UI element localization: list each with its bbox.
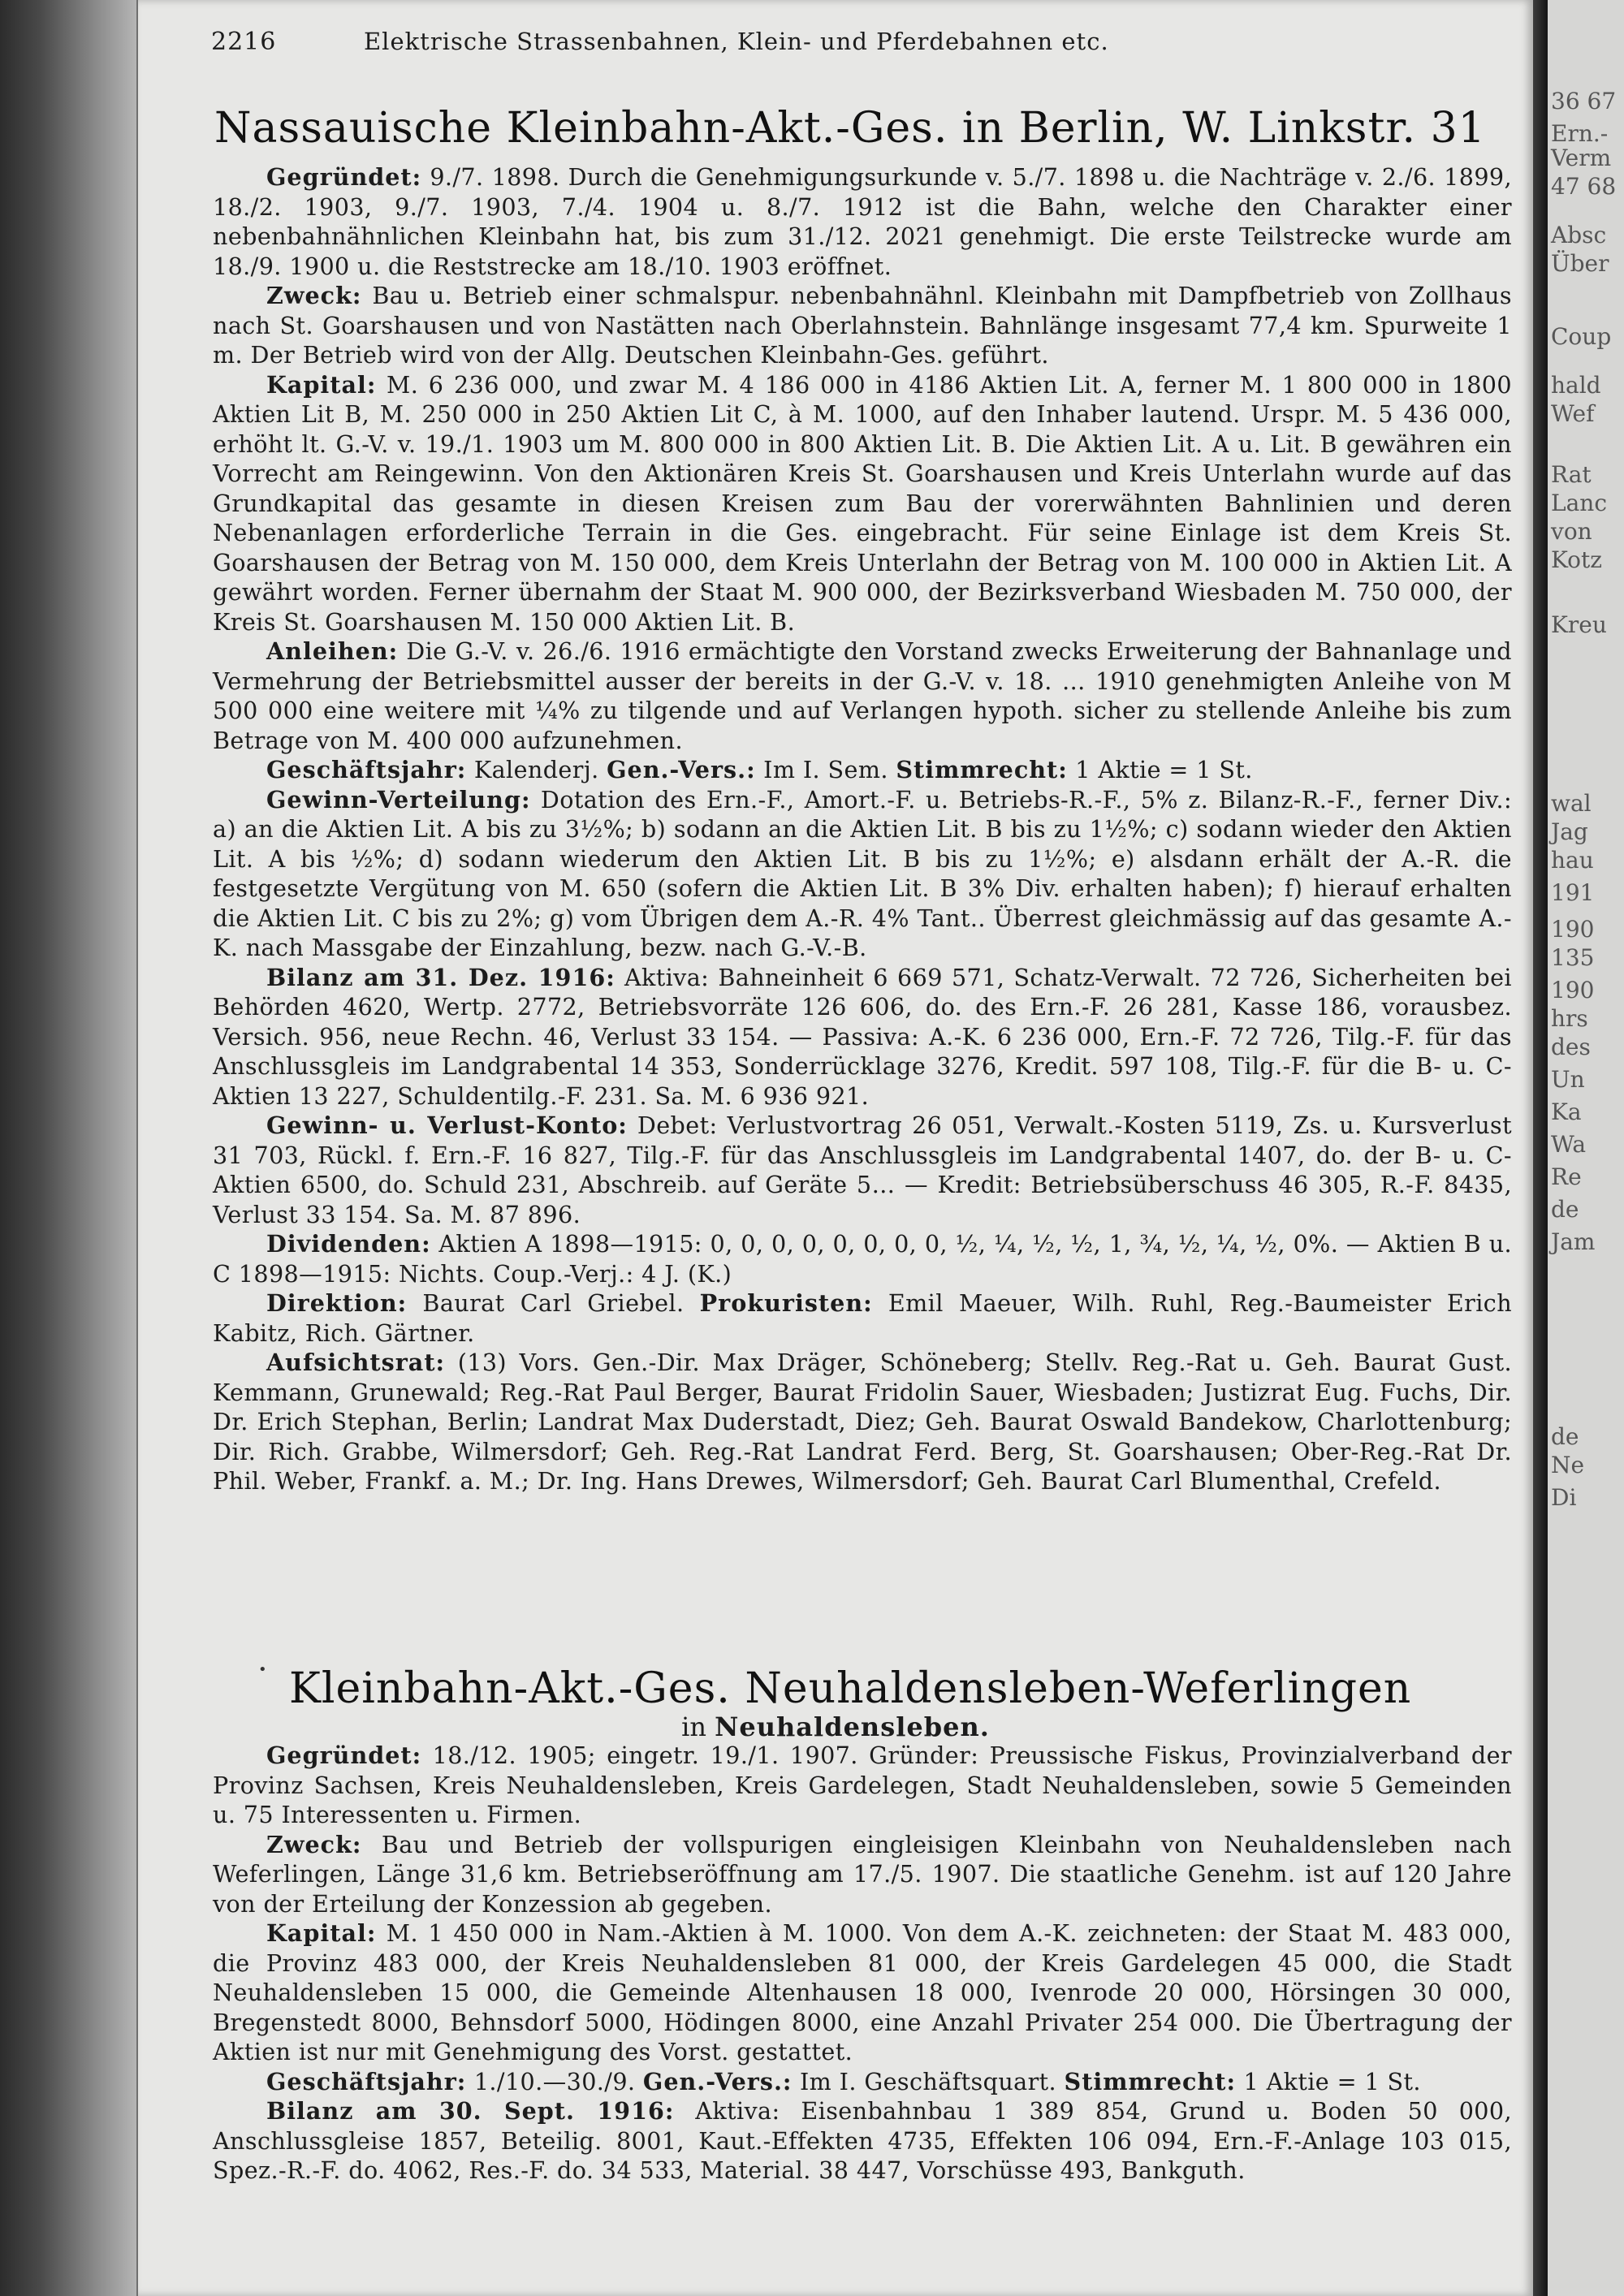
section-label: Stimmrecht: <box>1064 2067 1236 2095</box>
section-geschaeftsjahr <box>213 755 1512 785</box>
company-2-location <box>138 1711 1533 1742</box>
section-text: Aktien A 1898—1915: 0, 0, 0, 0, 0, 0, 0, 0, ½, ¼, ½, ½, 1, ¾, ½, ¼, ½, 0%. — Aktien B u. C 1898—1915: Nichts. Coup.-Verj.: 4 J. (K.) <box>213 1230 1512 1288</box>
next-page-fragment: Di <box>1551 1484 1577 1511</box>
company-2-title: Kleinbahn-Akt.-Ges. Neuhaldensleben-Weferlingen <box>289 1664 1412 1713</box>
section-text: Bau u. Betrieb einer schmalspur. nebenbahnähnl. Kleinbahn mit Dampfbetrieb von Zollhaus nach St. Goarshausen und von Nastätten nach Oberlahnstein. Bahnlänge insgesamt 77,4 km. Spurweite 1 m. Der Betrieb wird von der Allg. Deutschen Kleinbahn-Ges. geführt. <box>213 282 1512 369</box>
section-text: Aktiva: Eisenbahnbau 1 389 854, Grund u. Boden 50 000, Anschlussgleise 1857, Beteilig. 8001, Kaut.-Effekten 4735, Effekten 106 094, Ern.-F.-Anlage 103 015, Spez.-R.-F. do. 4062, Res.-F. do. 34 533, Material. 38 447, Vorschüsse 493, Bankguth. <box>213 2097 1512 2184</box>
section-text: Aktiva: Bahneinheit 6 669 571, Schatz-Verwalt. 72 726, Sicherheiten bei Behörden 4620, Wertp. 2772, Betriebsvorräte 126 606, do. des Ern.-F. 26 281, Kasse 186, vorausbez. Versich. 956, neue Rechn. 46, Verlust 33 154. — Passiva: A.-K. 6 236 000, Ern.-F. 72 726, Tilg.-F. für das Anschlussgleis im Landgrabental 14 353, Sonderrücklage 3276, Kredit. 597 108, Tilg.-F. für die B- u. C-Aktien 13 227, Schuldentilg.-F. 231. Sa. M. 6 936 921. <box>213 963 1512 1110</box>
section-label: Anleihen: <box>266 637 399 665</box>
next-page-fragment: Wa <box>1551 1131 1587 1158</box>
running-header <box>211 28 1527 63</box>
next-page-fragment: Jag <box>1551 818 1588 845</box>
section-text: Im I. Geschäftsquart. <box>799 2067 1057 2095</box>
section-dividenden <box>213 1229 1512 1288</box>
next-page-fragment: Ern.- <box>1551 120 1609 147</box>
section-text: 18./12. 1905; eingetr. 19./1. 1907. Gründer: Preussische Fiskus, Provinzialverband der Provinz Sachsen, Kreis Neuhaldensleben, Kreis Gardelegen, Stadt Neuhaldensleben, sowie 5 Gemeinden u. 75 Interessenten u. Firmen. <box>213 1741 1512 1828</box>
location-name: Neuhaldensleben. <box>715 1711 990 1742</box>
section-text: 9./7. 1898. Durch die Genehmigungsurkunde v. 5./7. 1898 u. die Nachträge v. 2./6. 1899, 18./2. 1903, 9./7. 1903, 7./4. 1904 u. 8./7. 1912 ist die Bahn, welche den Charakter einer nebenbahnähnlichen Kleinbahn hat, bis zum 31./12. 2021 genehmigt. Die erste Teilstrecke wurde am 18./9. 1900 u. die Reststrecke am 18./10. 1903 eröffnet. <box>213 163 1512 280</box>
next-page-fragment: Wef <box>1551 400 1595 427</box>
next-page-fragment: hald <box>1551 372 1601 399</box>
section-label: Kapital: <box>266 370 377 399</box>
next-page-fragment: 36 67 <box>1551 88 1617 114</box>
next-page-fragment: Verm <box>1551 145 1612 171</box>
section-bilanz <box>213 2096 1512 2186</box>
next-page-fragment: 191 <box>1551 879 1595 906</box>
section-zweck <box>213 1830 1512 1919</box>
next-page-fragment: de <box>1551 1196 1579 1223</box>
section-label: Zweck: <box>266 282 362 309</box>
section-kapital <box>213 1918 1512 2067</box>
next-page-fragment: Un <box>1551 1066 1585 1093</box>
next-page-fragment: des <box>1551 1034 1591 1060</box>
company-1-entry <box>213 162 1512 1496</box>
section-text: (13) Vors. Gen.-Dir. Max Dräger, Schöneberg; Stellv. Reg.-Rat u. Geh. Baurat Gust. Kemmann, Grunewald; Reg.-Rat Paul Berger, Baurat Fridolin Sauer, Wiesbaden; Justizrat Eug. Fuchs, Dir. Dr. Erich Stephan, Berlin; Landrat Max Duderstadt, Diez; Geh. Baurat Oswald Bandekow, Charlottenburg; Dir. Rich. Grabbe, Wilmersdorf; Geh. Reg.-Rat Landrat Ferd. Berg, St. Goarshausen; Ober-Reg.-Rat Dr. Phil. Weber, Frankf. a. M.; Dr. Ing. Hans Drewes, Wilmersdorf; Geh. Baurat Carl Blumenthal, Crefeld. <box>213 1349 1512 1495</box>
section-kapital <box>213 370 1512 637</box>
section-gegruendet <box>213 1741 1512 1830</box>
section-label: Gewinn-Verteilung: <box>266 785 531 814</box>
section-text: Emil Maeuer, Wilh. Ruhl, Reg.-Baumeister Erich Kabitz, Rich. Gärtner. <box>213 1289 1513 1347</box>
section-text: Bau und Betrieb der vollspurigen eingleisigen Kleinbahn von Neuhaldensleben nach Weferlingen, Länge 31,6 km. Betriebseröffnung am 17./5. 1907. Die staatliche Genehm. ist auf 120 Jahre von der Erteilung der Konzession ab gegeben. <box>213 1830 1512 1918</box>
section-label: Zweck: <box>266 1830 362 1858</box>
section-label: Gen.-Vers.: <box>642 2067 793 2095</box>
section-label: Direktion: <box>266 1289 408 1317</box>
section-gegruendet <box>213 162 1512 281</box>
next-page-fragment: Rat <box>1551 461 1592 488</box>
section-aufsichtsrat <box>213 1348 1512 1496</box>
scanned-page <box>138 0 1533 2296</box>
running-title: Elektrische Strassenbahnen, Klein- und Pferdebahnen etc. <box>364 28 1109 55</box>
next-page-fragment: Über <box>1551 250 1609 277</box>
section-text: M. 6 236 000, und zwar M. 4 186 000 in 4186 Aktien Lit. A, ferner M. 1 800 000 in 1800 Aktien Lit B, M. 250 000 in 250 Aktien Lit C, à M. 1000, auf den Inhaber lautend. Urspr. M. 5 436 000, erhöht lt. G.-V. v. 19./1. 1903 um M. 800 000 in 800 Aktien Lit. B. Die Aktien Lit. A u. Lit. B gewähren ein Vorrecht am Reingewinn. Von den Aktionären Kreis St. Goarshausen und Kreis Unterlahn wurde auf das Grundkapital das gesamte in diesen Kreisen zum Bau der vorerwähnten Bahnlinien und deren Nebenanlagen erforderliche Terrain in die Ges. eingebracht. Für seine Einlage ist dem Kreis St. Goarshausen der Betrag von M. 150 000, dem Kreis Unterlahn der Betrag von M. 100 000 in Aktien Lit. A gewährt worden. Ferner übernahm der Staat M. 900 000, der Bezirksverband Wiesbaden M. 750 000, der Kreis St. Goarshausen M. 150 000 Aktien Lit. B. <box>213 370 1512 636</box>
section-gewinn-verteilung <box>213 785 1512 963</box>
next-page-fragment: 190 <box>1551 916 1595 943</box>
section-label: Stimmrecht: <box>896 756 1068 783</box>
next-page-fragment: Ka <box>1551 1098 1582 1125</box>
next-page-fragment: wal <box>1551 790 1592 817</box>
location-prefix: in <box>681 1711 706 1742</box>
section-text: 1./10.—30./9. <box>473 2067 636 2095</box>
section-label: Bilanz am 31. Dez. 1916: <box>266 963 615 991</box>
section-anleihen <box>213 637 1512 755</box>
section-label: Aufsichtsrat: <box>266 1349 446 1376</box>
book-spine-shadow <box>0 0 136 2296</box>
section-label: Geschäftsjahr: <box>266 2067 467 2095</box>
next-page-fragment: Kotz <box>1551 546 1603 573</box>
section-text: Dotation des Ern.-F., Amort.-F. u. Betriebs-R.-F., 5% z. Bilanz-R.-F., ferner Div.: a) an die Aktien Lit. A bis zu 3½%; b) sodann an die Aktien Lit. B bis zu 1½%; c) sodann wieder den Aktien Lit. A bis ½%; d) sodann wiederum den Aktien Lit. B bis zu 1½%; e) alsdann erhält der A.-R. die festgesetzte Vergütung von M. 650 (sofern die Aktien Lit. B 3% Div. erhalten haben); f) hierauf erhalten die Aktien Lit. C bis zu 2%; g) vom Übrigen dem A.-R. 4% Tant.. Überrest gleichmässig auf das gesamte A.-K. nach Massgabe der Einzahlung, bezw. nach G.-V.-B. <box>213 785 1512 961</box>
next-page-fragment: Lanc <box>1551 490 1608 516</box>
next-page-fragment: 190 <box>1551 977 1595 1003</box>
section-direktion <box>213 1288 1512 1348</box>
next-page-fragment: Absc <box>1551 222 1607 248</box>
section-label: Bilanz am 30. Sept. 1916: <box>266 2097 675 2125</box>
section-text: 1 Aktie = 1 St. <box>1075 756 1253 783</box>
section-text: M. 1 450 000 in Nam.-Aktien à M. 1000. Von dem A.-K. zeichneten: der Staat M. 483 000, die Provinz 483 000, der Kreis Neuhaldensleben 81 000, der Kreis Gardelegen 45 000, die Stadt Neuhaldensleben 15 000, die Gemeinde Altenhausen 18 000, Ivenrode 20 000, Hörsingen 30 000, Bregenstedt 8000, Behnsdorf 5000, Hödingen 8000, eine Anzahl Privater 254 000. Die Übertragung der Aktien ist nur mit Genehmigung des Vorst. gestattet. <box>213 1919 1512 2065</box>
section-text: Im I. Sem. <box>763 756 888 783</box>
section-label: Dividenden: <box>266 1230 431 1258</box>
section-bilanz <box>213 963 1512 1111</box>
next-page-fragment: von <box>1551 518 1592 545</box>
section-label: Gen.-Vers.: <box>607 756 756 783</box>
next-page-fragment: hrs <box>1551 1005 1588 1032</box>
section-geschaeftsjahr <box>213 2067 1512 2097</box>
next-page-fragment: Re <box>1551 1163 1582 1190</box>
section-text: Baurat Carl Griebel. <box>422 1289 685 1317</box>
section-label: Gegründet: <box>266 163 422 191</box>
company-1-title: Nassauische Kleinbahn-Akt.-Ges. in Berlin, W. Linkstr. 31 <box>214 104 1486 153</box>
next-page-fragment: 47 68 <box>1551 173 1617 200</box>
next-page-fragment: Ne <box>1551 1452 1585 1478</box>
section-label: Prokuristen: <box>699 1289 873 1317</box>
page-gutter <box>1533 0 1548 2296</box>
next-page-fragment: de <box>1551 1423 1579 1450</box>
company-2-entry <box>213 1741 1512 2186</box>
next-page-fragment: Kreu <box>1551 611 1607 638</box>
print-speck: • <box>258 1661 267 1678</box>
section-gewinn-verlust-konto <box>213 1111 1512 1229</box>
next-page-fragment: Coup <box>1551 323 1612 350</box>
section-zweck <box>213 281 1512 370</box>
section-label: Kapital: <box>266 1919 377 1947</box>
section-label: Gewinn- u. Verlust-Konto: <box>266 1111 628 1139</box>
section-text: Die G.-V. v. 26./6. 1916 ermächtigte den Vorstand zwecks Erweiterung der Bahnanlage und Vermehrung der Betriebsmittel ausser der bereits in der G.-V. v. 18. … 1910 genehmigten Anleihe von M 500 000 eine weitere mit ¼% zu tilgende und auf Verlangen hypoth. sicher zu stellende Anleihe bis zum Betrage von M. 400 000 aufzunehmen. <box>213 637 1512 754</box>
next-page-fragment: hau <box>1551 847 1594 874</box>
next-page-fragment: 135 <box>1551 944 1595 971</box>
section-text: 1 Aktie = 1 St. <box>1243 2067 1421 2095</box>
next-page-edge <box>1548 0 1624 2296</box>
page-number: 2216 <box>211 28 277 56</box>
section-label: Gegründet: <box>266 1741 422 1769</box>
section-text: Kalenderj. <box>473 756 599 783</box>
section-label: Geschäftsjahr: <box>266 756 467 783</box>
next-page-fragment: Jam <box>1551 1228 1596 1255</box>
section-text: Debet: Verlustvortrag 26 051, Verwalt.-Kosten 5119, Zs. u. Kursverlust 31 703, Rückl. f. Ern.-F. 16 827, Tilg.-F. für das Anschlussgleis im Landgrabental 1407, do. der B- u. C-Aktien 6500, do. Schuld 231, Abschreib. auf Geräte 5… — Kredit: Betriebsüberschuss 46 305, R.-F. 8435, Verlust 33 154. Sa. M. 87 896. <box>213 1111 1512 1228</box>
